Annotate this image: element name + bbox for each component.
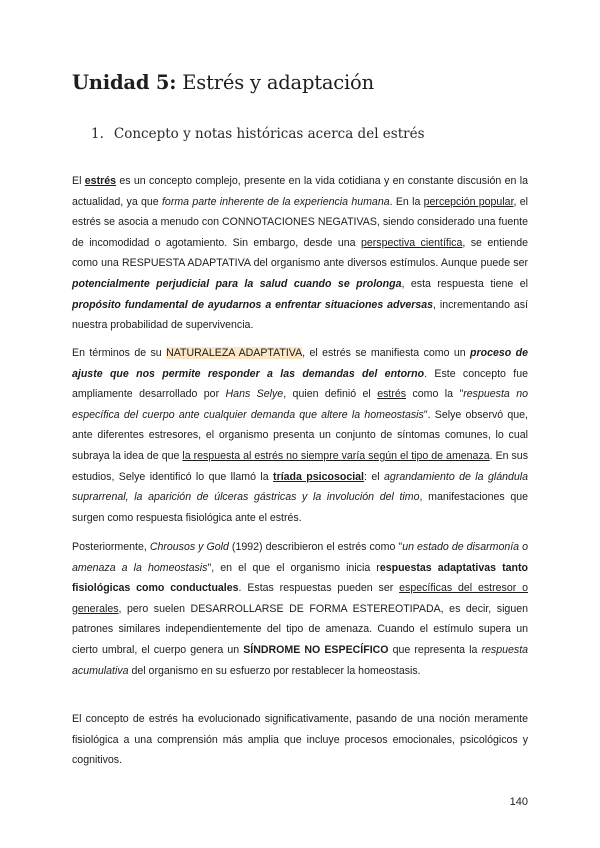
author-name: Chrousos y Gold xyxy=(149,541,229,553)
emphasis: forma parte inherente de la experiencia humana xyxy=(161,195,390,208)
text: . Estas respuestas pueden ser xyxy=(238,582,400,595)
author-name: Hans Selye xyxy=(225,388,284,401)
text: como la " xyxy=(406,388,464,401)
text: El concepto de estrés ha evolucionado significativamente, pasando de una noción meramente fisiológica a una comprensión más amplia que incluye procesos emocionales, psicológicos y cognitivos. xyxy=(72,713,528,767)
text: El xyxy=(72,175,85,187)
text: (1992) describieron el estrés como " xyxy=(228,541,403,553)
page-title xyxy=(72,71,374,94)
underlined-phrase: específicas del estresor o generales xyxy=(72,582,528,615)
text: , incrementando así nuestra probabilidad de supervivencia. xyxy=(72,298,528,332)
text: ". Selye observó que, ante diferentes estresores, el organismo presenta un conjunto de síntomas comunes, lo cual subraya la idea de que xyxy=(72,408,528,462)
term-triada: tríada psicosocial xyxy=(273,470,365,483)
paragraph-3 xyxy=(72,537,528,681)
emphasis: potencialmente perjudicial para la salud cuando se prolonga xyxy=(72,277,402,290)
emphasis: proceso de ajuste que nos permite responder a las demandas del entorno xyxy=(72,347,529,380)
text: . En sus estudios, Selye identificó lo que llamó la xyxy=(72,449,528,483)
emphasis: espuestas adaptativas tanto fisiológicas como conductuales xyxy=(72,561,528,595)
text: , el estrés se asocia a menudo con CONNOTACIONES NEGATIVAS, siendo considerado una fuente de incomodidad o agotamiento. Sin embargo, desde una xyxy=(72,195,528,249)
text: ", en el que el organismo inicia r xyxy=(207,561,380,574)
text: del organismo en su esfuerzo por restablecer la homeostasis. xyxy=(128,664,421,677)
text: es un concepto complejo, presente en la vida cotidiana y en constante discusión en la actualidad, ya que xyxy=(72,175,528,208)
paragraph-1 xyxy=(72,171,528,336)
underlined-phrase: perspectiva científica xyxy=(360,236,463,249)
text: En términos de su xyxy=(72,347,167,359)
section-heading xyxy=(91,126,425,142)
emphasis: propósito fundamental de ayudarnos a enfrentar situaciones adversas xyxy=(72,298,434,311)
underlined-phrase: estrés xyxy=(377,388,407,401)
underlined-phrase: la respuesta al estrés no siempre varía según el tipo de amenaza xyxy=(182,449,490,462)
underlined-phrase: percepción popular xyxy=(423,195,514,208)
text: , quien definió el xyxy=(283,388,378,401)
emphasis: agrandamiento de la glándula suprarrenal, la aparición de úlceras gástricas y la involución del timo xyxy=(72,470,529,504)
text: que representa la xyxy=(388,643,482,656)
text: , esta respuesta tiene el xyxy=(401,277,528,290)
quote: respuesta no específica del cuerpo ante cualquier demanda que altere la homeostasis xyxy=(72,388,528,421)
section-title: Concepto y notas históricas acerca del estrés xyxy=(113,126,425,142)
highlighted-phrase: NATURALEZA ADAPTATIVA xyxy=(166,347,303,359)
text: . En la xyxy=(389,195,424,208)
section-number: 1. xyxy=(91,126,104,142)
text: : el xyxy=(364,470,385,483)
text: Posteriormente, xyxy=(72,541,150,553)
quote: un estado de disarmonía o amenaza a la homeostasis xyxy=(72,541,528,574)
paragraph-4 xyxy=(72,709,528,771)
text: , manifestaciones que surgen como respuesta fisiológica ante el estrés. xyxy=(72,491,529,524)
text: , se entiende como una RESPUESTA ADAPTATIVA del organismo ante diversos estímulos. Aunque puede ser xyxy=(72,236,528,270)
term-sindrome: SÍNDROME NO ESPECÍFICO xyxy=(243,643,389,656)
paragraph-2 xyxy=(72,343,528,528)
term-estres: estrés xyxy=(84,175,116,187)
page-number: 140 xyxy=(509,796,528,808)
text: . Este concepto fue ampliamente desarrollado por xyxy=(72,367,528,401)
text: , pero suelen DESARROLLARSE DE FORMA ESTEREOTIPADA, es decir, siguen patrones similares independientemente del tipo de amenaza. Cuando el estímulo supera un cierto umbral, el cuerpo genera un xyxy=(72,602,528,656)
unit-label: Unidad 5: xyxy=(72,71,177,94)
text: , el estrés se manifiesta como un xyxy=(302,347,471,359)
emphasis: respuesta acumulativa xyxy=(72,643,529,677)
unit-title: Estrés y adaptación xyxy=(176,71,374,94)
